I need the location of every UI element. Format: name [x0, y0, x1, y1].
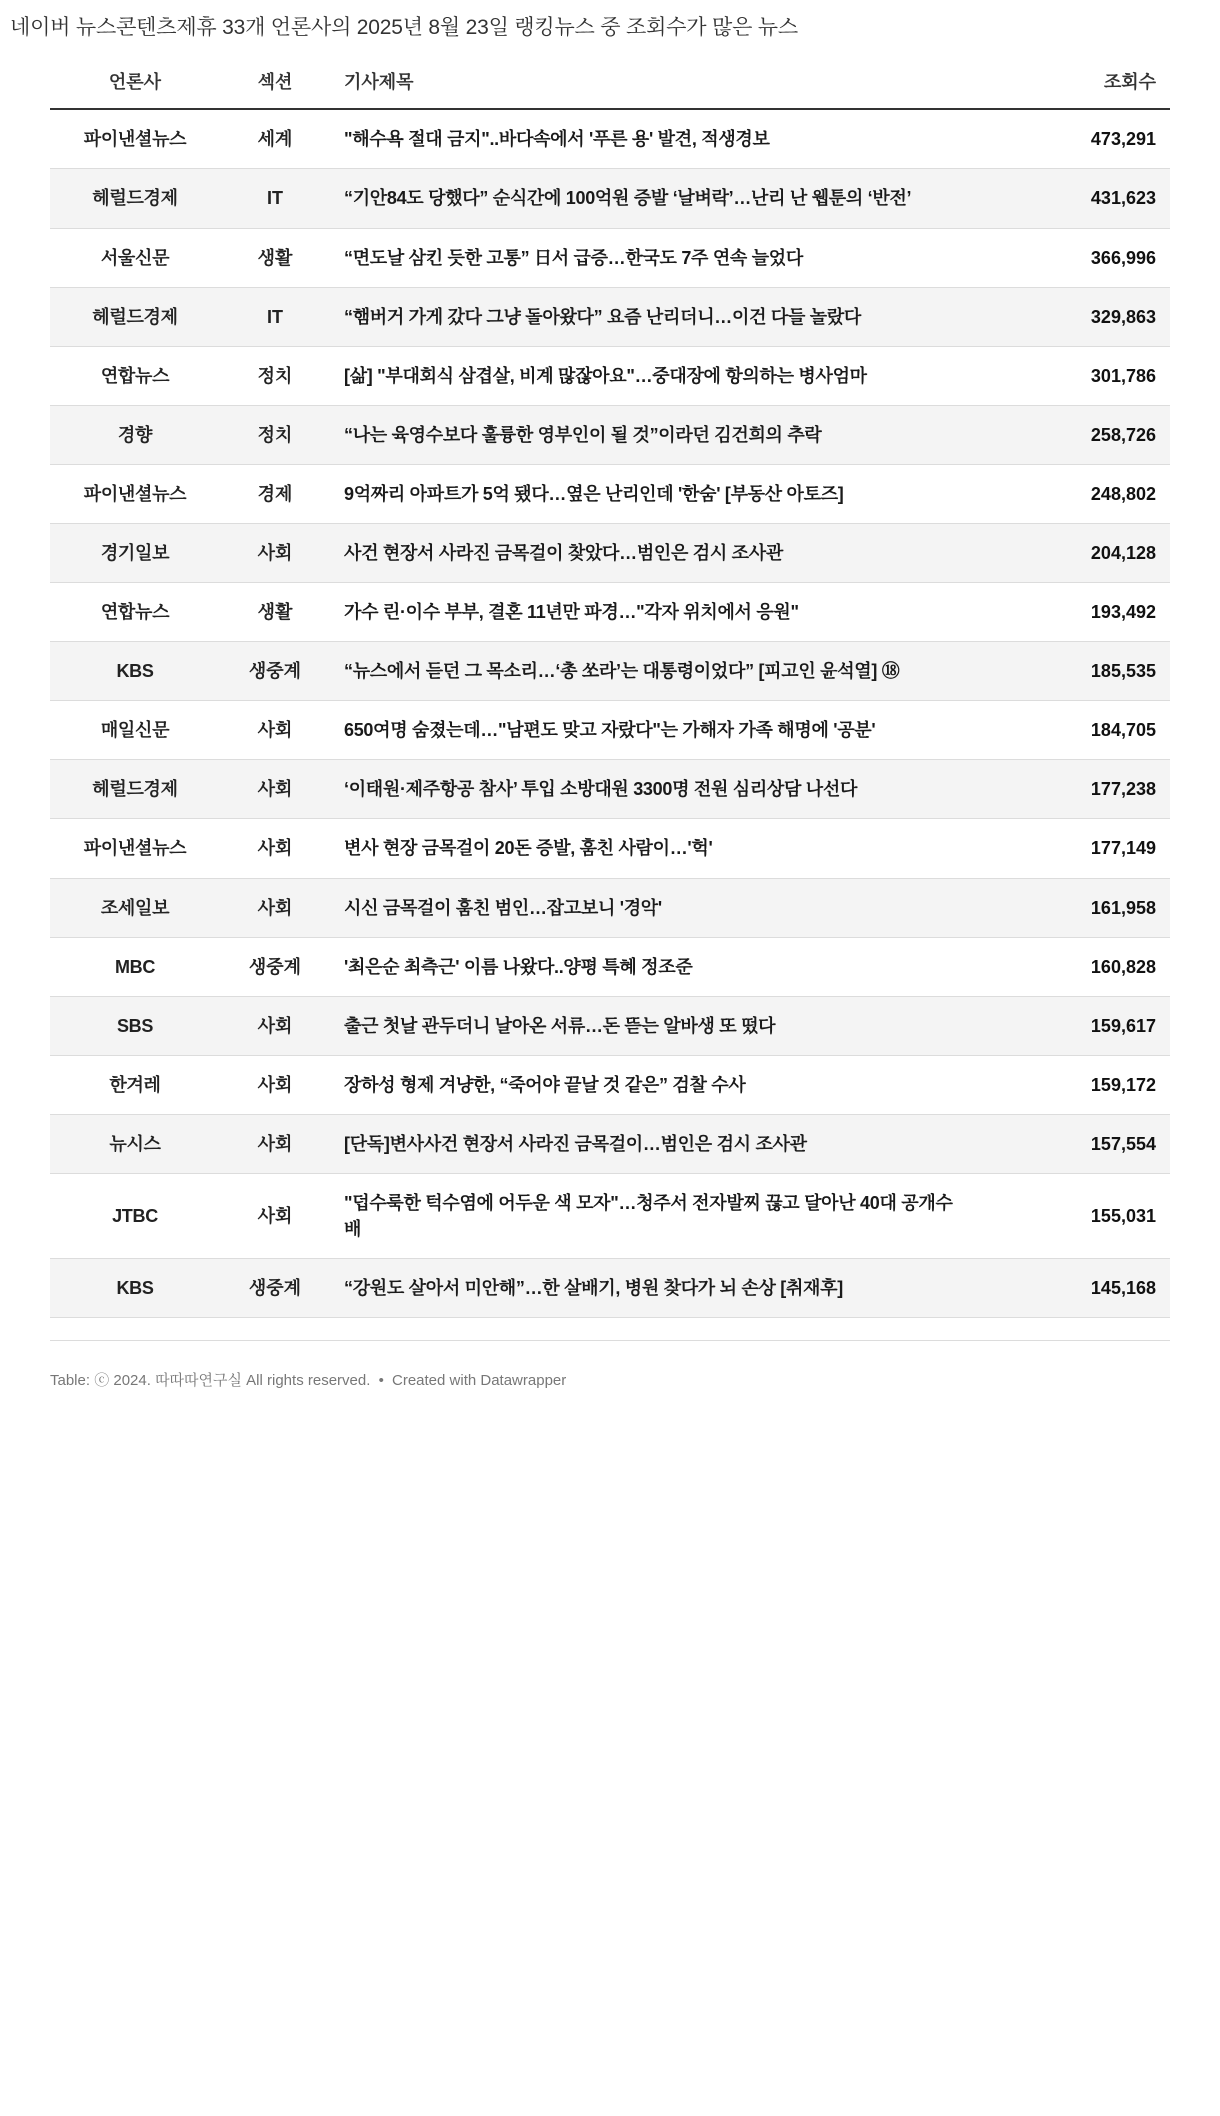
table-row[interactable] [50, 1259, 1170, 1318]
table-row[interactable] [50, 760, 1170, 819]
cell-press: KBS [116, 1278, 154, 1299]
cell-headline: “강원도 살아서 미안해”…한 살배기, 병원 찾다가 뇌 손상 [취재후] [344, 1278, 843, 1299]
table-header [50, 62, 1170, 109]
cell-views: 301,786 [1090, 365, 1156, 386]
table-row[interactable] [50, 642, 1170, 701]
cell-views: 431,623 [1090, 188, 1156, 209]
cell-headline: "해수욕 절대 금지"..바다속에서 '푸른 용' 발견, 적생경보 [344, 129, 770, 150]
cell-section: 사회 [257, 897, 293, 918]
cell-press: SBS [116, 1015, 154, 1036]
cell-views: 248,802 [1090, 483, 1156, 504]
cell-section: 사회 [257, 1133, 293, 1154]
cell-section: 생중계 [248, 661, 302, 682]
cell-press: 뉴시스 [109, 1133, 161, 1154]
table-row[interactable] [50, 346, 1170, 405]
table-row[interactable] [50, 583, 1170, 642]
table-row[interactable] [50, 405, 1170, 464]
cell-headline: “뉴스에서 듣던 그 목소리…‘총 쏘라’는 대통령이었다” [피고인 윤석열] ⑱ [344, 661, 900, 682]
cell-headline: [삶] "부대회식 삼겹살, 비계 많잖아요"…중대장에 항의하는 병사엄마 [344, 365, 867, 386]
footer [50, 1340, 1170, 1408]
ranking-news-table [50, 62, 1170, 1318]
cell-section: 사회 [257, 1206, 293, 1227]
page-title: 네이버 뉴스콘텐츠제휴 33개 언론사의 2025년 8월 23일 랭킹뉴스 중 조회수가 많은 뉴스 [10, 16, 798, 39]
cell-section: 경제 [257, 483, 293, 504]
table-header-row [50, 62, 1170, 109]
footer-separator: • [378, 1372, 384, 1390]
cell-press: 매일신문 [100, 720, 170, 741]
cell-views: 329,863 [1090, 306, 1156, 327]
cell-headline: 650여명 숨졌는데…"남편도 맞고 자랐다"는 가해자 가족 해명에 '공분' [344, 720, 876, 741]
table-row[interactable] [50, 524, 1170, 583]
cell-press: 서울신문 [100, 247, 170, 268]
cell-press: 연합뉴스 [100, 365, 170, 386]
cell-headline: 출근 첫날 관두더니 날아온 서류…돈 뜯는 알바생 또 떴다 [344, 1015, 776, 1036]
cell-views: 184,705 [1090, 720, 1156, 741]
cell-views: 258,726 [1090, 424, 1156, 445]
cell-press: KBS [116, 661, 154, 682]
cell-views: 145,168 [1090, 1278, 1156, 1299]
cell-headline: “나는 육영수보다 훌륭한 영부인이 될 것”이라던 김건희의 추락 [344, 424, 822, 445]
column-header-views: 조회수 [980, 62, 1170, 109]
cell-views: 155,031 [1090, 1206, 1156, 1227]
cell-headline: '최은순 최측근' 이름 나왔다..양평 특혜 정조준 [344, 956, 693, 977]
footer-credit: Table: ⓒ 2024. 따따따연구실 All rights reserved. [50, 1372, 371, 1390]
table-row[interactable] [50, 464, 1170, 523]
table-row[interactable] [50, 1055, 1170, 1114]
table-row[interactable] [50, 1174, 1170, 1259]
cell-section: 생활 [257, 247, 293, 268]
cell-press: 헤럴드경제 [92, 779, 178, 800]
cell-views: 160,828 [1090, 956, 1156, 977]
table-row[interactable] [50, 937, 1170, 996]
cell-section: 사회 [257, 720, 293, 741]
cell-press: 한겨레 [109, 1074, 161, 1095]
cell-views: 157,554 [1090, 1133, 1156, 1154]
cell-section: 정치 [257, 424, 293, 445]
cell-press: 헤럴드경제 [92, 188, 178, 209]
cell-section: 세계 [257, 129, 293, 150]
cell-headline: 가수 린·이수 부부, 결혼 11년만 파경…"각자 위치에서 응원" [344, 602, 799, 623]
cell-headline: [단독]변사사건 현장서 사라진 금목걸이…범인은 검시 조사관 [344, 1133, 807, 1154]
cell-press: 경기일보 [100, 543, 170, 563]
cell-section: 사회 [257, 1074, 293, 1095]
table-row[interactable] [50, 996, 1170, 1055]
cell-headline: ‘이태원·제주항공 참사’ 투입 소방대원 3300명 전원 심리상담 나선다 [344, 779, 858, 800]
cell-section: 생중계 [248, 956, 302, 977]
cell-section: 생활 [257, 602, 293, 623]
cell-press: MBC [114, 956, 156, 977]
cell-press: JTBC [112, 1206, 158, 1227]
table-row[interactable] [50, 109, 1170, 169]
cell-headline: “면도날 삼킨 듯한 고통” 日서 급증…한국도 7주 연속 늘었다 [344, 247, 803, 268]
cell-headline: 사건 현장서 사라진 금목걸이 찾았다…범인은 검시 조사관 [344, 543, 783, 563]
cell-section: 사회 [257, 543, 293, 563]
cell-section: 사회 [257, 838, 293, 859]
cell-views: 204,128 [1090, 543, 1156, 563]
cell-views: 185,535 [1090, 661, 1156, 682]
cell-views: 159,172 [1090, 1074, 1156, 1095]
cell-press: 헤럴드경제 [92, 306, 178, 327]
cell-views: 177,238 [1090, 779, 1156, 800]
cell-headline: 시신 금목걸이 훔친 범인…잡고보니 '경악' [344, 897, 662, 918]
cell-headline: 변사 현장 금목걸이 20돈 증발, 훔친 사람이…'헉' [344, 838, 713, 859]
column-header-section: 섹션 [220, 62, 330, 109]
cell-press: 파이낸셜뉴스 [83, 838, 187, 859]
table-row[interactable] [50, 228, 1170, 287]
cell-press: 조세일보 [100, 897, 170, 918]
table-row[interactable] [50, 1114, 1170, 1173]
table-row[interactable] [50, 169, 1170, 228]
cell-press: 연합뉴스 [100, 602, 170, 623]
cell-section: 정치 [257, 365, 293, 386]
cell-views: 473,291 [1090, 129, 1156, 150]
cell-headline: “햄버거 가게 갔다 그냥 돌아왔다” 요즘 난리더니…이건 다들 놀랐다 [344, 306, 861, 327]
table-row[interactable] [50, 287, 1170, 346]
column-header-press: 언론사 [50, 62, 220, 109]
footer-tool: Created with Datawrapper [392, 1372, 567, 1390]
cell-views: 177,149 [1090, 838, 1156, 859]
cell-views: 161,958 [1090, 897, 1156, 918]
cell-headline: 9억짜리 아파트가 5억 됐다…옆은 난리인데 '한숨' [부동산 아토즈] [344, 483, 844, 504]
cell-press: 파이낸셜뉴스 [83, 483, 187, 504]
cell-section: 사회 [257, 779, 293, 800]
cell-press: 파이낸셜뉴스 [83, 129, 187, 150]
cell-views: 366,996 [1090, 247, 1156, 268]
cell-headline: "덥수룩한 턱수염에 어두운 색 모자"…청주서 전자발찌 끊고 달아난 40대 공개수배 [344, 1193, 953, 1240]
cell-press: 경향 [117, 424, 153, 445]
table-row[interactable] [50, 819, 1170, 878]
table-body [50, 109, 1170, 1317]
cell-views: 193,492 [1090, 602, 1156, 623]
cell-section: 생중계 [248, 1278, 302, 1299]
cell-section: 사회 [257, 1015, 293, 1036]
cell-section: IT [267, 188, 283, 209]
cell-headline: 장하성 형제 겨냥한, “죽어야 끝날 것 같은” 검찰 수사 [344, 1074, 746, 1095]
cell-views: 159,617 [1090, 1015, 1156, 1036]
table-row[interactable] [50, 701, 1170, 760]
table-row[interactable] [50, 878, 1170, 937]
column-header-headline: 기사제목 [330, 62, 980, 109]
cell-headline: “기안84도 당했다” 순식간에 100억원 증발 ‘날벼락’…난리 난 웹툰의 ‘반전’ [344, 188, 912, 209]
cell-section: IT [267, 306, 283, 327]
